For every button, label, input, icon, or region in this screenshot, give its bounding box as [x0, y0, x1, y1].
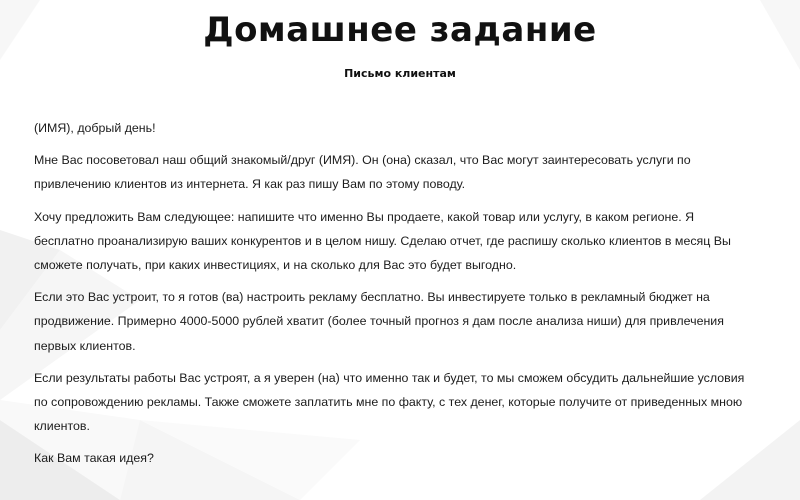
- letter-paragraph-offer: Хочу предложить Вам следующее: напишите что именно Вы продаете, какой товар или услугу, в каком регионе. Я бесплатно проанализирую ваших конкурентов и в целом нишу. Сделаю отчет, где распишу сколько клиентов в месяц Вы сможете получать, при каких инвестициях, и на сколько для Вас это будет выгодно.: [34, 209, 731, 273]
- letter-greeting: (ИМЯ), добрый день!: [34, 121, 156, 135]
- page-subtitle: Письмо клиентам: [344, 67, 456, 80]
- page-title: Домашнее задание: [203, 10, 597, 50]
- letter-body: [34, 116, 756, 479]
- letter-closing-question: Как Вам такая идея?: [34, 451, 154, 466]
- letter-paragraph-followup: Если результаты работы Вас устроят, а я уверен (на) что именно так и будет, то мы сможем обсудить дальнейшие условия по сопровождению рекламы. Также сможете заплатить мне по факту, с тех денег, которые получите от приведенных мною клиентов.: [34, 370, 745, 434]
- letter-paragraph-intro: Мне Вас посоветовал наш общий знакомый/друг (ИМЯ). Он (она) сказал, что Вас могут заинтересовать услуги по привлечению клиентов из интернета. Я как раз пишу Вам по этому поводу.: [34, 153, 691, 192]
- letter-paragraph-terms: Если это Вас устроит, то я готов (ва) настроить рекламу бесплатно. Вы инвестируете только в рекламный бюджет на продвижение. Примерно 4000-5000 рублей хватит (более точный прогноз я дам после анализа ниши) для привлечения первых клиентов.: [34, 290, 724, 353]
